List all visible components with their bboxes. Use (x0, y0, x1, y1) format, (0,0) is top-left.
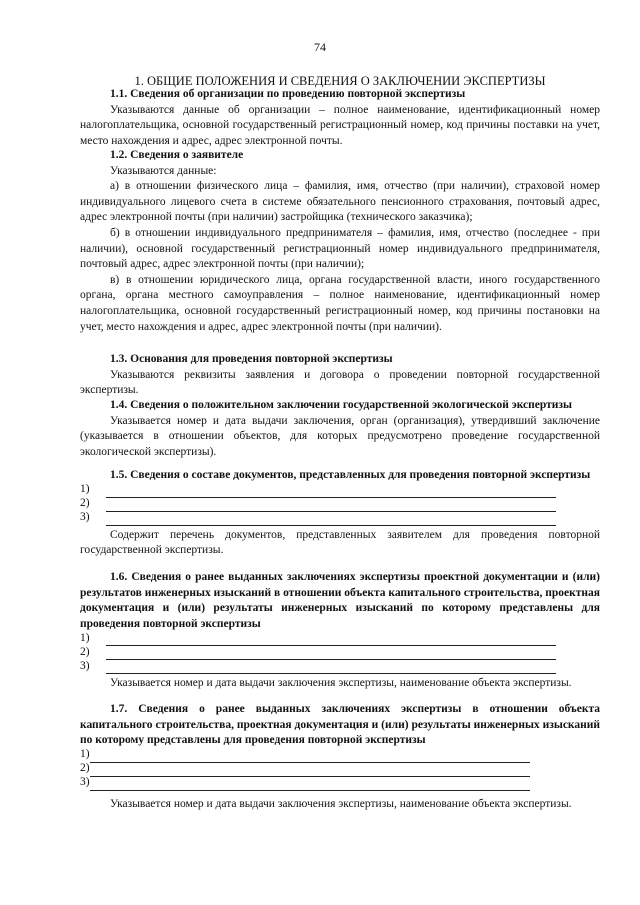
section-1-6 (80, 570, 600, 692)
section-1-4 (80, 398, 600, 460)
section-1-1-text: Указываются данные об организации – полное наименование, идентификационный номер налогоплательщика, основной государственный регистрационный номер, код причины поставки на учет, место нахождения и адрес, адрес электронной почты. (80, 103, 600, 147)
blank-line-1 (80, 749, 600, 763)
section-1-5 (80, 468, 600, 559)
section-1-7-text: Указывается номер и дата выдачи заключения экспертизы, наименование объекта экспертизы. (110, 797, 572, 810)
blank-line (90, 767, 530, 777)
section-1-3-text: Указываются реквизиты заявления и договора о проведении повторной государственной экспертизы. (80, 368, 600, 397)
blank-line-number: 3) (80, 659, 90, 672)
blank-line (106, 516, 556, 526)
section-1-4-text: Указывается номер и дата выдачи заключения, орган (организация), утвердивший заключение (указывается в отношении объектов, для которых предусмотрено проведение государственной экологической экспертизы). (80, 414, 600, 458)
blank-line-number: 3) (80, 776, 90, 789)
section-1-1-heading: 1.1. Сведения об организации по проведению повторной экспертизы (110, 88, 466, 100)
section-1-1 (80, 87, 600, 149)
section-1-6-heading: 1.6. Сведения о ранее выданных заключениях экспертизы проектной документации и (или) результатов инженерных изысканий в отношении объекта капитального строительства, проектная документация и (или) результаты инженерных изысканий по которому представлены для проведения повторной экспертизы (80, 571, 600, 630)
blank-line-number: 1) (80, 631, 90, 644)
blank-line-number: 3) (80, 511, 90, 523)
section-1-2-intro: Указываются данные: (110, 164, 217, 177)
blank-line-3 (80, 777, 600, 791)
blank-line-1 (80, 632, 600, 646)
blank-line (106, 488, 556, 498)
blank-line-number: 2) (80, 645, 90, 658)
blank-line (106, 502, 556, 512)
blank-line-number: 1) (80, 748, 90, 761)
page-number: 74 (314, 40, 326, 54)
section-1-3-heading: 1.3. Основания для проведения повторной экспертизы (110, 353, 393, 365)
section-1-7 (80, 702, 600, 812)
blank-line-number: 2) (80, 762, 90, 775)
blank-line (90, 781, 530, 791)
blank-line-2 (80, 646, 600, 660)
section-1-2-heading: 1.2. Сведения о заявителе (110, 149, 244, 161)
blank-line (106, 636, 556, 646)
blank-line (106, 650, 556, 660)
section-1-7-heading: 1.7. Сведения о ранее выданных заключениях экспертизы в отношении объекта капитального строительства, проектная документация и (или) результаты инженерных изысканий по которому представлены для проведения повторной экспертизы (80, 703, 600, 747)
page-title: 1. ОБЩИЕ ПОЛОЖЕНИЯ И СВЕДЕНИЯ О ЗАКЛЮЧЕНИИ ЭКСПЕРТИЗЫ (134, 74, 546, 88)
section-1-2-item-a: а) в отношении физического лица – фамилия, имя, отчество (при наличии), страховой номер индивидуального лицевого счета в системе обязательного пенсионного страхования, почтовый адрес, адрес электронной почты (при наличии) застройщика (технического заказчика); (80, 180, 600, 224)
section-1-5-text: Содержит перечень документов, представленных заявителем для проведения повторной государственной экспертизы. (80, 528, 600, 557)
blank-line (90, 753, 530, 763)
section-1-2 (80, 148, 600, 335)
section-1-5-heading: 1.5. Сведения о составе документов, представленных для проведения повторной экспертизы (110, 469, 591, 481)
blank-line-3 (80, 660, 600, 674)
blank-line-2 (80, 763, 600, 777)
blank-line-number: 1) (80, 483, 90, 495)
blank-line (106, 664, 556, 674)
section-1-4-heading: 1.4. Сведения о положительном заключении государственной экологической экспертизы (110, 399, 572, 411)
blank-line-1 (80, 484, 600, 498)
blank-line-2 (80, 498, 600, 512)
blank-line-3 (80, 512, 600, 526)
section-1-3 (80, 352, 600, 399)
blank-line-number: 2) (80, 497, 90, 509)
section-1-2-item-c: в) в отношении юридического лица, органа государственной власти, иного государственного органа, органа местного самоуправления – полное наименование, идентификационный номер налогоплательщика, основной государственный регистрационный номер, код причины постановки на учет, место нахождения и адрес, адрес электронной почты (при наличии). (80, 273, 600, 333)
section-1-2-item-b: б) в отношении индивидуального предпринимателя – фамилия, имя, отчество (последнее - при наличии), основной государственный регистрационный номер индивидуального предпринимателя, почтовый адрес, адрес электронной почты (при наличии); (80, 226, 600, 271)
section-1-6-text: Указывается номер и дата выдачи заключения экспертизы, наименование объекта экспертизы. (110, 677, 572, 690)
